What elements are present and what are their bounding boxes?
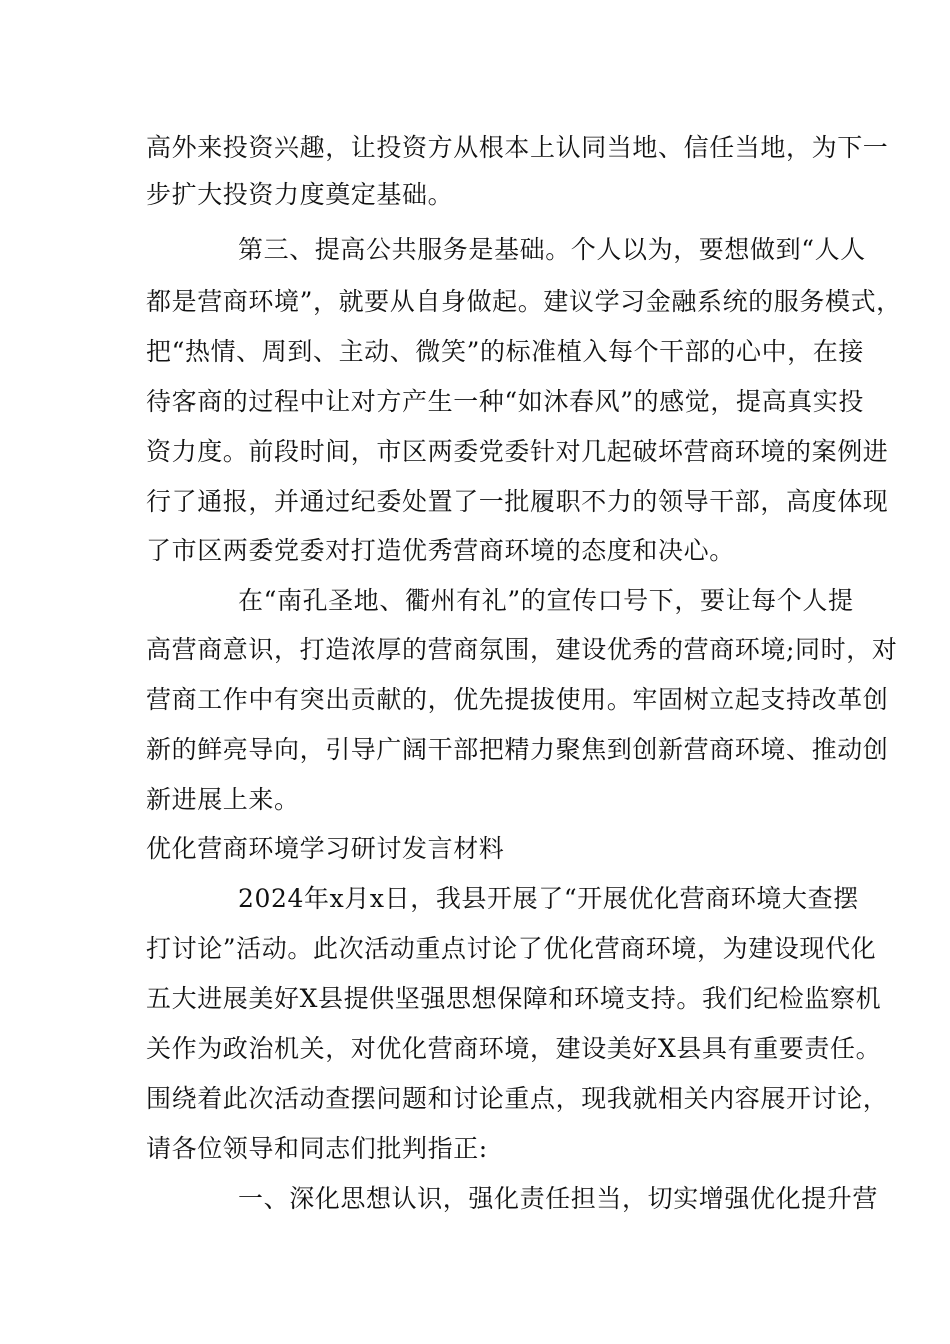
- text-line-1: 高外来投资兴趣，让投资方从根本上认同当地、信任当地，为下一: [146, 133, 889, 162]
- text-line-9: 了市区两委党委对打造优秀营商环境的态度和决心。: [146, 536, 735, 565]
- text-line-14: 新进展上来。: [146, 785, 300, 814]
- text-line-21: 请各位领导和同志们批判指正:: [146, 1134, 488, 1163]
- text-line-13: 新的鲜亮导向，引导广阔干部把精力聚焦到创新营商环境、推动创: [146, 735, 889, 764]
- text-line-3: 第三、提高公共服务是基础。个人以为，要想做到“人人: [238, 235, 866, 264]
- text-line-20: 围绕着此次活动查摆问题和讨论重点，现我就相关内容展开讨论，: [146, 1084, 889, 1113]
- section-title: 优化营商环境学习研讨发言材料: [146, 834, 505, 863]
- text-line-19: 关作为政治机关，对优化营商环境，建设美好X县具有重要责任。: [146, 1034, 882, 1063]
- text-line-12: 营商工作中有突出贡献的，优先提拔使用。牢固树立起支持改革创: [146, 685, 889, 714]
- text-line-16: 2024年x月x日，我县开展了“开展优化营商环境大查摆: [238, 884, 859, 913]
- text-line-22: 一、深化思想认识，强化责任担当，切实增强优化提升营: [238, 1184, 879, 1213]
- text-line-11: 高营商意识，打造浓厚的营商氛围，建设优秀的营商环境;同时，对: [146, 635, 898, 664]
- text-line-10: 在“南孔圣地、衢州有礼”的宣传口号下，要让每个人提: [238, 586, 854, 615]
- text-line-8: 行了通报，并通过纪委处置了一批履职不力的领导干部，高度体现: [146, 487, 889, 516]
- text-line-5: 把“热情、周到、主动、微笑”的标准植入每个干部的心中，在接: [146, 337, 864, 366]
- text-line-7: 资力度。前段时间，市区两委党委针对几起破坏营商环境的案例进: [146, 437, 889, 466]
- text-line-18: 五大进展美好X县提供坚强思想保障和环境支持。我们纪检监察机: [146, 984, 882, 1013]
- text-line-17: 打讨论”活动。此次活动重点讨论了优化营商环境，为建设现代化: [146, 934, 877, 963]
- text-line-6: 待客商的过程中让对方产生一种“如沐春风”的感觉，提高真实投: [146, 387, 864, 416]
- text-line-2: 步扩大投资力度奠定基础。: [146, 180, 454, 209]
- text-line-4: 都是营商环境”，就要从自身做起。建议学习金融系统的服务模式，: [146, 287, 902, 316]
